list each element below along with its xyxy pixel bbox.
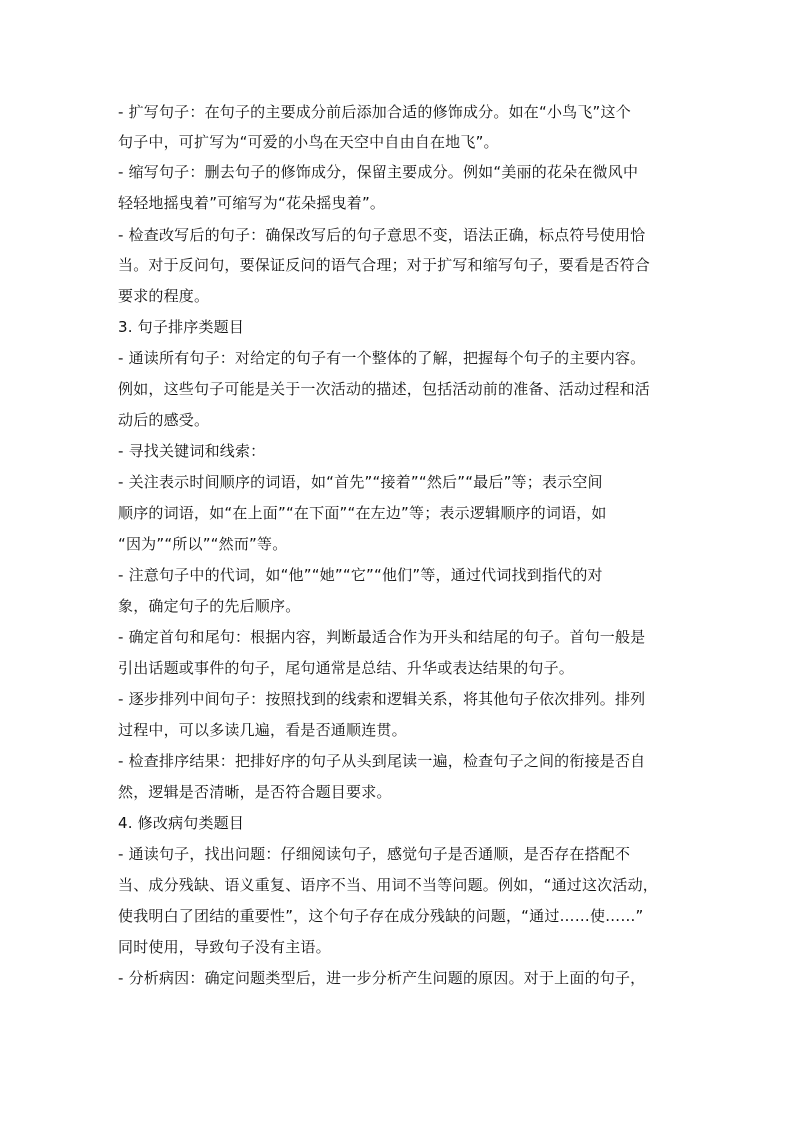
text-line: - 扩写句子：在句子的主要成分前后添加合适的修饰成分。如在“小鸟飞”这个 — [118, 103, 631, 121]
text-line: - 关注表示时间顺序的词语，如“首先”“接着”“然后”“最后”等；表示空间 — [118, 473, 603, 491]
text-line: 要求的程度。 — [118, 287, 210, 305]
text-line: 然，逻辑是否清晰，是否符合题目要求。 — [118, 783, 392, 801]
text-line: - 注意句子中的代词，如“他”“她”“它”“他们”等，通过代词找到指代的对 — [118, 566, 603, 584]
text-line: - 分析病因：确定问题类型后，进一步分析产生问题的原因。对于上面的句子， — [118, 969, 646, 987]
text-line: - 缩写句子：删去句子的修饰成分，保留主要成分。例如“美丽的花朵在微风中 — [118, 163, 639, 181]
text-line: - 通读句子，找出问题：仔细阅读句子，感觉句子是否通顺，是否存在搭配不 — [118, 845, 631, 863]
text-line: - 寻找关键词和线索： — [118, 442, 266, 460]
text-line: - 检查排序结果：把排好序的句子从头到尾读一遍，检查句子之间的衔接是否自 — [118, 752, 646, 770]
text-line: 当。对于反问句，要保证反问的语气合理；对于扩写和缩写句子，要看是否符合 — [118, 256, 651, 274]
section-heading: 3. 句子排序类题目 — [118, 318, 245, 336]
text-line: 句子中，可扩写为“可爱的小鸟在天空中自由自在地飞”。 — [118, 133, 499, 151]
text-line: 轻轻地摇曳着”可缩写为“花朵摇曳着”。 — [118, 194, 386, 212]
text-line: 例如，这些句子可能是关于一次活动的描述，包括活动前的准备、活动过程和活 — [118, 380, 651, 398]
text-line: - 逐步排列中间句子：按照找到的线索和逻辑关系，将其他句子依次排列。排列 — [118, 690, 646, 708]
text-line: 引出话题或事件的句子，尾句通常是总结、升华或表达结果的句子。 — [118, 659, 575, 677]
text-line: 使我明白了团结的重要性”，这个句子存在成分残缺的问题，“通过……使……” — [118, 907, 644, 925]
text-line: 当、成分残缺、语义重复、语序不当、用词不当等问题。例如，“通过这次活动， — [118, 876, 658, 894]
text-line: “因为”“所以”“然而”等。 — [118, 535, 288, 553]
text-line: - 通读所有句子：对给定的句子有一个整体的了解，把握每个句子的主要内容。 — [118, 349, 646, 367]
text-line: 过程中，可以多读几遍，看是否通顺连贯。 — [118, 721, 407, 739]
text-line: - 确定首句和尾句：根据内容，判断最适合作为开头和结尾的句子。首句一般是 — [118, 628, 646, 646]
text-line: 顺序的词语，如“在上面”“在下面”“在左边”等；表示逻辑顺序的词语，如 — [118, 504, 607, 522]
text-line: 象，确定句子的先后顺序。 — [118, 597, 301, 615]
text-line: 动后的感受。 — [118, 411, 210, 429]
section-heading: 4. 修改病句类题目 — [118, 814, 245, 832]
text-line: 同时使用，导致句子没有主语。 — [118, 938, 331, 956]
text-line: - 检查改写后的句子：确保改写后的句子意思不变，语法正确，标点符号使用恰 — [118, 226, 646, 244]
